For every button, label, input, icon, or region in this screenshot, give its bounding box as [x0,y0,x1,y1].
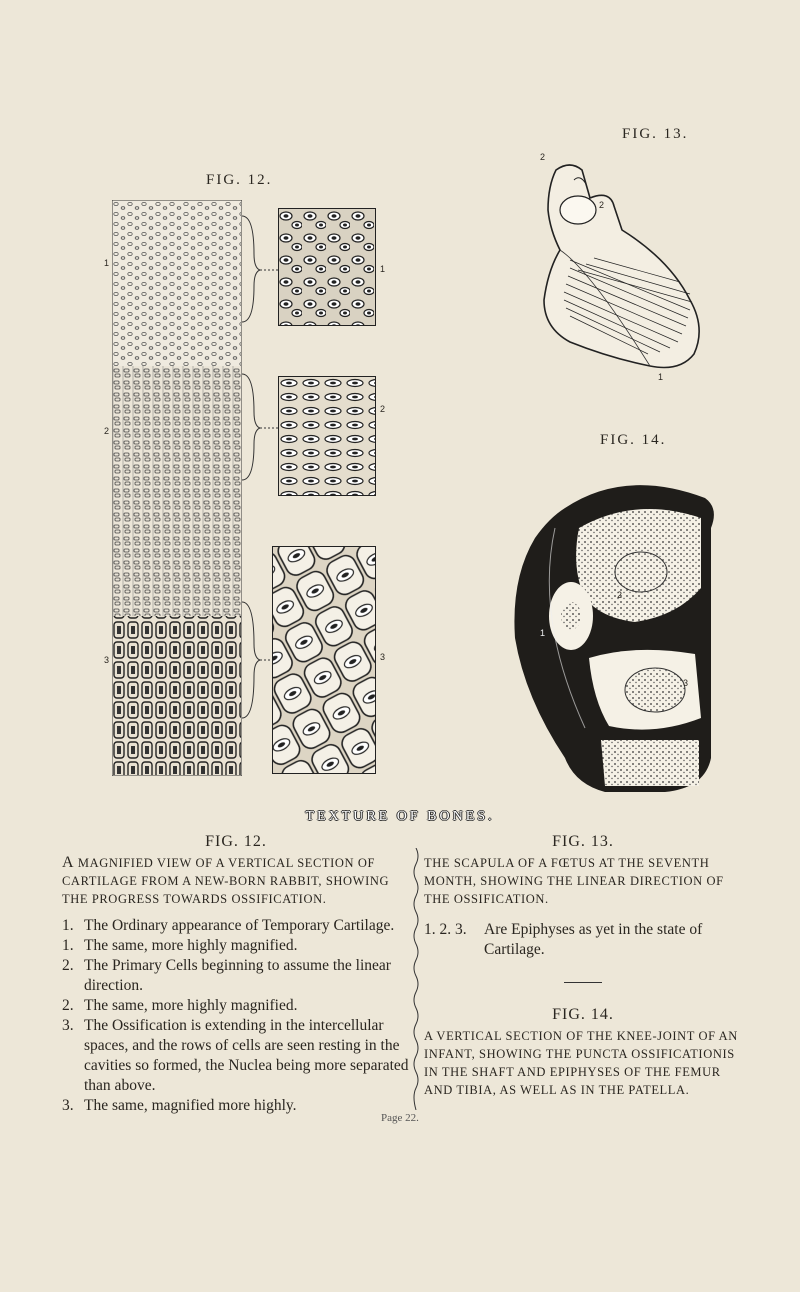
fig13-plate-label: FIG. 13. [622,126,689,142]
section-rule [564,982,602,983]
fig12-inset-1 [278,208,376,326]
fig12-item: 1. The Ordinary appearance of Temporary Cartilage. [62,917,395,934]
fig12-caption-title: FIG. 12. [205,833,267,850]
fig14-caption-description: A VERTICAL SECTION OF THE KNEE-JOINT OF AN INFANT, SHOWING THE PUNCTA OSSIFICATIONIS IN THE SHAFT AND EPIPHYSES OF THE FEMUR AND TIBIA, AS WELL AS IN THE PATELLA. [424,1029,738,1097]
fig13-caption-description: THE SCAPULA OF A FŒTUS AT THE SEVENTH MONTH, SHOWING THE LINEAR DIRECTION OF THE OSSIFICATION. [424,856,724,906]
fig13-mark-1: 1 [658,372,664,382]
fig12-mark-1: 1 [104,258,110,268]
fig12-item: 2. The Primary Cells beginning to assume the linear direction. [62,957,391,994]
fig12-plate-label: FIG. 12. [206,172,273,188]
fig14-mark-3: 3 [683,678,689,688]
fig12-item: 2. The same, more highly magnified. [62,997,298,1014]
fig14-mark-1: 1 [540,628,546,638]
fig12-mark-3: 3 [104,655,110,665]
fig13-mark-2b: 2 [599,200,605,210]
fig12-desc-initial: A [62,854,75,871]
page-number: Page 22. [381,1112,419,1124]
fig12-inset-2 [278,376,376,496]
fig12-mark-2: 2 [104,426,110,436]
fig12-desc-text: MAGNIFIED VIEW OF A VERTICAL SECTION OF CARTILAGE FROM A NEW-BORN RABBIT, SHOWING THE PROGRESS TOWARDS OSSIFICATION. [62,856,390,906]
fig12-bracket-1 [240,214,280,324]
fig12-item: 3. The Ossification is extending in the intercellular spaces, and the rows of cells are seen resting in the cavities so formed, the Nuclea being more separated than above. [62,1017,409,1094]
fig12-item: 3. The same, magnified more highly. [62,1097,297,1114]
fig12-bracket-2 [240,372,280,482]
fig12-caption-description [62,854,410,908]
fig12-caption [62,832,410,1116]
fig12-column-illustration [112,200,242,776]
fig12-inset-mark-1: 1 [380,264,386,274]
fig12-item: 1. The same, more highly magnified. [62,937,298,954]
fig12-inset-mark-2: 2 [380,404,386,414]
column-divider [411,848,421,1110]
fig13-fig14-captions [424,832,742,1099]
fig13-mark-2a: 2 [540,152,546,162]
fig13-caption-title: FIG. 13. [552,833,614,850]
fig13-item: 1. 2. 3. Are Epiphyses as yet in the state of Cartilage. [424,921,703,958]
fig14-mark-2: 2 [617,590,623,600]
fig13-scapula-illustration [530,150,710,380]
fig14-plate-label: FIG. 14. [600,432,667,448]
fig12-inset-3 [272,546,376,774]
fig14-knee-illustration [505,468,725,800]
fig12-inset-mark-3: 3 [380,652,386,662]
plate-heading: TEXTURE OF BONES. [305,809,495,824]
fig14-caption-title: FIG. 14. [552,1006,614,1023]
